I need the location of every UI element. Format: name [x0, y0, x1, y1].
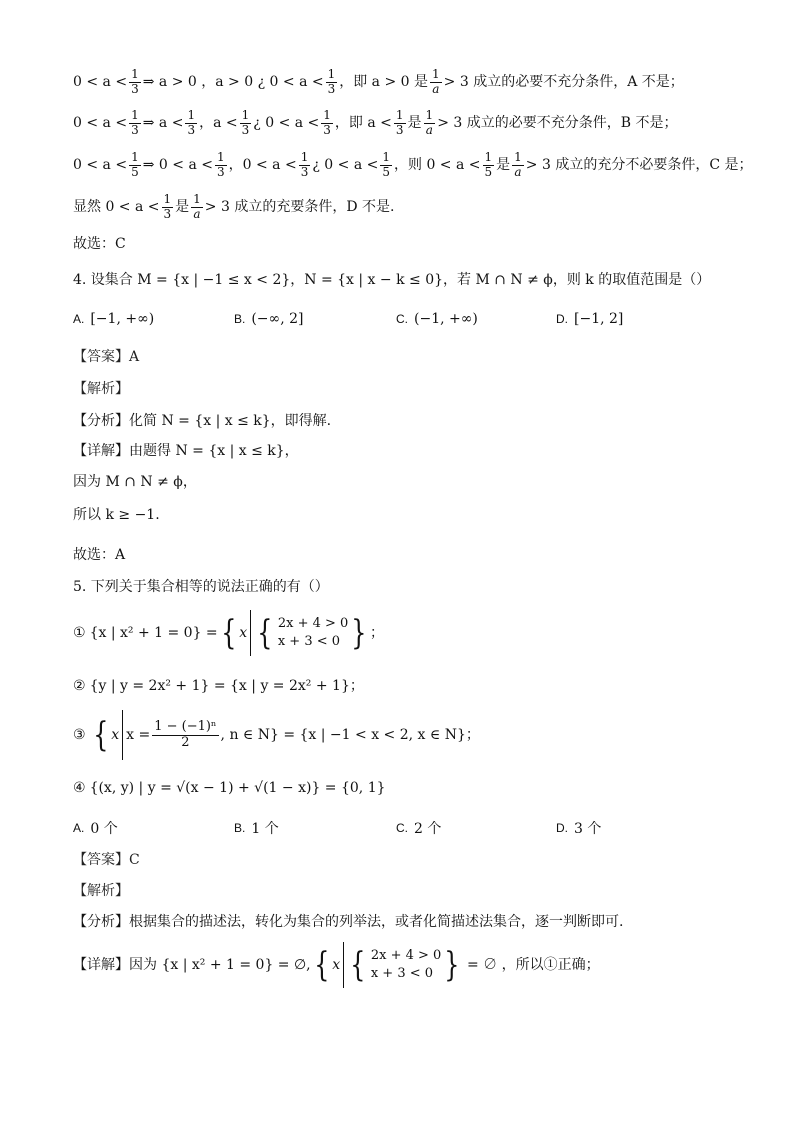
q4-option-d	[556, 311, 623, 327]
q4-option-c	[396, 311, 478, 327]
brace: {	[220, 613, 237, 653]
text: 所以 k ≥ −1.	[73, 507, 160, 523]
q5-item-4	[73, 774, 734, 802]
prev-choose	[73, 234, 734, 254]
answer-tag: 【答案】C	[73, 852, 140, 868]
text: 故选：C	[73, 236, 126, 252]
fraction: $\frac{1}{5}$	[131, 149, 139, 179]
q4-fenxi	[73, 411, 734, 431]
item-marker: ②	[73, 678, 86, 694]
q4-stem	[73, 270, 734, 290]
text: {y | y = 2x² + 1} = {x | y = 2x² + 1}；	[89, 678, 364, 694]
option-text: 1 个	[251, 821, 279, 837]
text: 4. 设集合 M = {x | −1 ≤ x < 2}，N = {x | x − k ≤ 0}，若 M ∩ N ≠ ϕ，则 k 的取值范围是（）	[73, 272, 711, 288]
text: 是	[407, 115, 422, 131]
q5-option-a	[73, 818, 118, 838]
item-marker: ④	[73, 780, 86, 796]
fraction: $\frac{1}{3}$	[187, 107, 196, 137]
brace: }	[444, 945, 460, 985]
text: 0 < a <	[73, 74, 128, 90]
text: > 3 成立的必要不充分条件，A 不是；	[443, 74, 684, 90]
fraction: $\frac{1}{a}$	[514, 149, 522, 179]
divider	[122, 710, 123, 760]
brace: {	[350, 945, 366, 985]
text: 显然 0 < a <	[73, 199, 160, 215]
item-marker: ③	[73, 727, 86, 743]
text: x	[111, 727, 120, 743]
text: ¿ 0 < a <	[253, 115, 320, 131]
text: ；	[369, 625, 384, 641]
option-key: B.	[234, 821, 246, 835]
text: ，a <	[199, 115, 238, 131]
divider	[250, 610, 251, 656]
option-key: D.	[556, 821, 568, 835]
fraction: $\frac{1}{a}$	[425, 107, 434, 137]
option-key: C.	[396, 312, 408, 326]
fraction: $\frac{1}{5}$	[382, 149, 390, 179]
fraction: $\frac{1}{3}$	[241, 107, 250, 137]
option-key: D.	[556, 312, 568, 326]
text: ⇒ 0 < a <	[142, 157, 213, 173]
q5-option-b	[234, 818, 279, 838]
text: ，则 0 < a <	[394, 157, 481, 173]
option-text: 0 个	[90, 821, 118, 837]
text: 【分析】根据集合的描述法，转化为集合的列举法，或者化简描述法集合，逐一判断即可.	[73, 914, 624, 930]
option-key: C.	[396, 821, 408, 835]
divider	[343, 942, 344, 988]
solution-line-2	[73, 103, 734, 143]
option-text: [−1, +∞)	[90, 311, 155, 327]
fraction: $\frac{1}{3}$	[327, 66, 336, 96]
inequality-system: 2x + 4 > 0 x + 3 < 0	[277, 615, 349, 649]
text: {x | x² + 1 = 0} =	[89, 625, 218, 641]
text: > 3 成立的充分不必要条件，C 是；	[525, 157, 753, 173]
text: 【分析】化简 N = {x | x ≤ k}，即得解.	[73, 413, 332, 429]
text: ，0 < a <	[228, 157, 297, 173]
q5-item-2	[73, 674, 734, 698]
fraction: $\frac{1}{3}$	[131, 66, 139, 96]
text: x =	[126, 727, 151, 743]
option-text: 2 个	[414, 821, 442, 837]
option-text: 3 个	[574, 821, 602, 837]
option-key: A.	[73, 312, 85, 326]
fraction: $\frac{\text{1 − (−1)ⁿ}}{2}$	[154, 718, 217, 750]
solution-line-4	[73, 187, 734, 227]
fraction: $\frac{1}{5}$	[484, 149, 493, 179]
brace: }	[351, 613, 367, 653]
text: x	[332, 957, 341, 973]
text: 0 < a <	[73, 115, 128, 131]
q4-choose	[73, 545, 734, 565]
answer-tag: 【答案】A	[73, 349, 140, 365]
fraction: $\frac{1}{3}$	[300, 149, 309, 179]
analysis-tag: 【解析】	[73, 883, 129, 899]
q5-analysis	[73, 881, 734, 901]
q4-option-b	[234, 311, 303, 327]
option-text: (−1, +∞)	[414, 311, 478, 327]
q5-item-3	[73, 710, 734, 760]
q4-step1	[73, 472, 734, 492]
q4-analysis	[73, 379, 734, 399]
text: 0 < a <	[73, 157, 128, 173]
text: ⇒ a <	[142, 115, 184, 131]
q5-fenxi	[73, 912, 734, 932]
q5-option-d	[556, 818, 601, 838]
inequality-system: 2x + 4 > 0 x + 3 < 0	[370, 947, 442, 981]
text: ¿ 0 < a <	[312, 157, 379, 173]
q4-xiangjie	[73, 441, 734, 461]
analysis-tag: 【解析】	[73, 381, 129, 397]
fraction: $\frac{1}{3}$	[163, 191, 172, 221]
solution-line-3	[73, 145, 753, 185]
brace: {	[313, 945, 330, 985]
option-text: (−∞, 2]	[251, 311, 304, 327]
fraction: $\frac{1}{3}$	[216, 149, 225, 179]
option-key: A.	[73, 821, 85, 835]
q4-option-a	[73, 311, 154, 327]
text: > 3 成立的充要条件，D 不是.	[204, 199, 395, 215]
solution-line-1	[73, 62, 734, 102]
fraction: $\frac{1}{3}$	[131, 107, 139, 137]
q5-answer	[73, 850, 734, 870]
text: 故选：A	[73, 547, 126, 563]
text: 因为 M ∩ N ≠ ϕ，	[73, 474, 197, 490]
item-marker: ①	[73, 625, 86, 641]
q4-answer	[73, 347, 734, 367]
text: > 3 成立的必要不充分条件，B 不是；	[437, 115, 678, 131]
text: 是	[496, 157, 511, 173]
q4-step2	[73, 505, 734, 525]
text: {(x, y) | y = √(x − 1) + √(1 − x)} = {0, 1}	[89, 780, 386, 796]
option-text: [−1, 2]	[574, 311, 624, 327]
text: 【详解】因为 {x | x² + 1 = 0} = ∅,	[73, 957, 311, 973]
text: ，即 a <	[334, 115, 392, 131]
fraction: $\frac{1}{3}$	[395, 107, 404, 137]
text: = ∅ ，所以①正确；	[466, 957, 600, 973]
text: 【详解】由题得 N = {x | x ≤ k}，	[73, 443, 299, 459]
fraction: $\frac{1}{a}$	[432, 66, 440, 96]
option-key: B.	[234, 312, 246, 326]
text: ⇒ a > 0 ，a > 0 ¿ 0 < a <	[142, 74, 324, 90]
q5-xiangjie	[73, 942, 734, 988]
text: x	[239, 625, 248, 641]
brace: {	[257, 613, 273, 653]
q5-item-1	[73, 610, 734, 656]
q5-stem	[73, 577, 734, 597]
fraction: $\frac{1}{3}$	[323, 107, 331, 137]
q5-option-c	[396, 818, 441, 838]
fraction: $\frac{1}{a}$	[193, 191, 201, 221]
text: , n ∈ N} = {x | −1 < x < 2, x ∈ N}；	[220, 727, 480, 743]
brace: {	[92, 715, 108, 755]
text: ，即 a > 0 是	[339, 74, 429, 90]
text: 是	[175, 199, 190, 215]
text: 5. 下列关于集合相等的说法正确的有（）	[73, 579, 329, 595]
